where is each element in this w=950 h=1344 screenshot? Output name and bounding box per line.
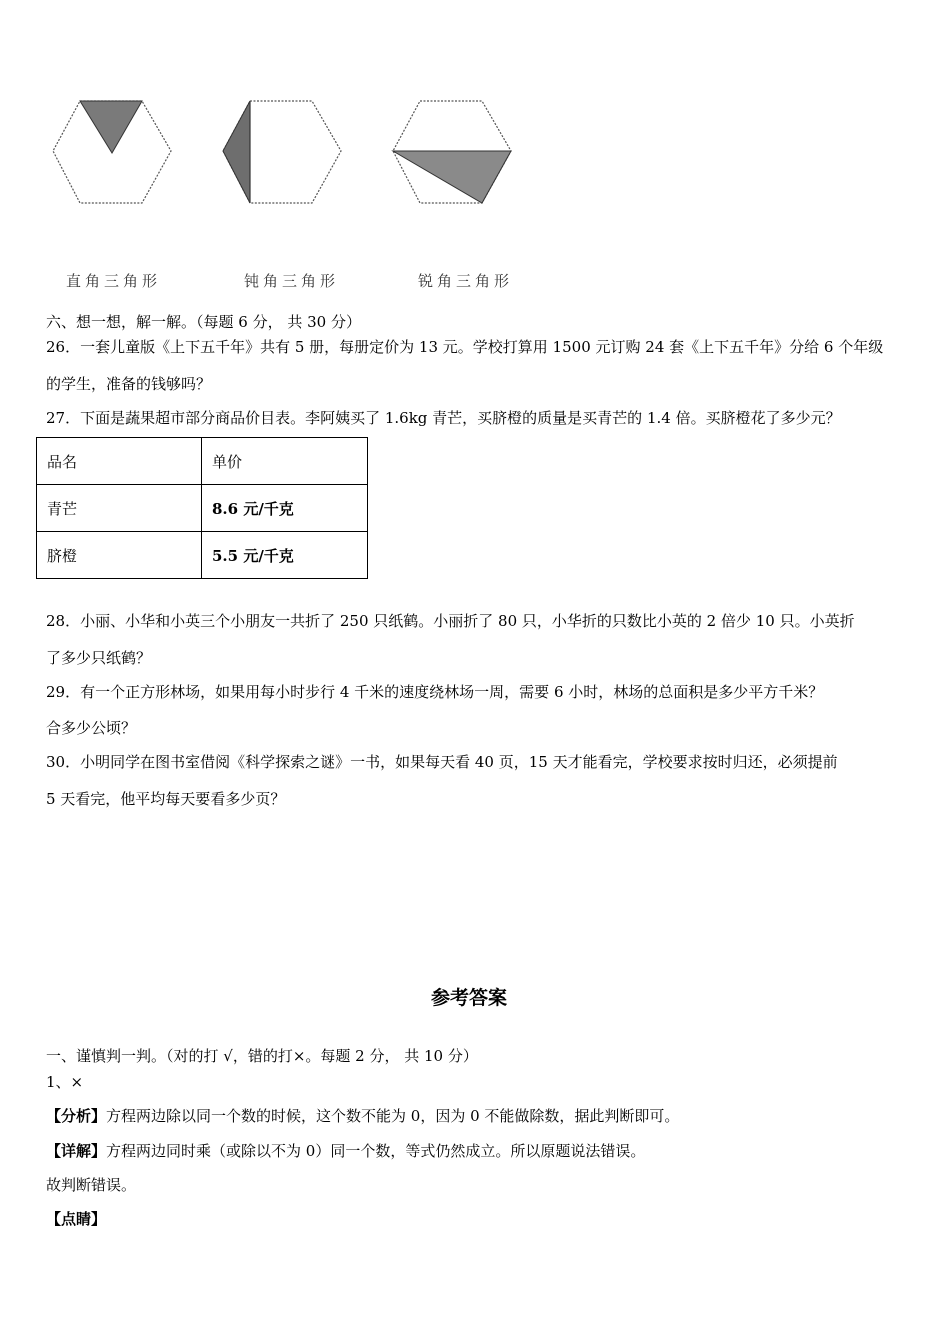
detail-line <box>46 1140 645 1161</box>
caption-right-triangle: 直角三角形 <box>66 272 162 290</box>
question-26-line2: 的学生，准备的钱够吗？ <box>46 375 212 393</box>
question-27: 27．下面是蔬果超市部分商品价目表。李阿姨买了 1.6kg 青芒，买脐橙的质量是买青芒的 1.4 倍。买脐橙花了多少元？ <box>46 409 841 427</box>
question-26-line1: 26．一套儿童版《上下五千年》共有 5 册，每册定价为 13 元。学校打算用 1500 元订购 24 套《上下五千年》分给 6 个年级 <box>46 338 884 356</box>
question-29-line1: 29．有一个正方形林场，如果用每小时步行 4 千米的速度绕林场一周，需要 6 小时，林场的总面积是多少平方千米？ <box>46 683 824 701</box>
table-cell-price: 8.6 元/千克 <box>202 485 368 532</box>
comment-label: 【点睛】 <box>46 1210 107 1228</box>
caption-obtuse-triangle: 钝角三角形 <box>244 272 340 290</box>
shaded-right-triangle <box>80 101 142 153</box>
question-30-line2: 5 天看完，他平均每天要看多少页？ <box>46 790 286 808</box>
price-table <box>36 437 368 579</box>
table-header-price: 单价 <box>202 438 368 485</box>
question-29-line2: 合多少公顷？ <box>46 719 137 737</box>
shaded-acute-triangle <box>393 151 511 203</box>
table-cell-name: 脐橙 <box>37 532 202 579</box>
shaded-obtuse-triangle <box>223 101 250 203</box>
detail-text: 方程两边同时乘（或除以不为 0）同一个数，等式仍然成立。所以原题说法错误。 <box>106 1142 646 1160</box>
table-header-name: 品名 <box>37 438 202 485</box>
analysis-label: 【分析】 <box>46 1107 107 1125</box>
hexagon-right-triangle-figure <box>50 98 174 208</box>
table-row <box>37 485 368 532</box>
hexagon-acute-triangle-figure <box>390 98 514 208</box>
answers-title: 参考答案 <box>431 987 508 1009</box>
answers-section1-heading: 一、谨慎判一判。（对的打 √，错的打×。每题 2 分， 共 10 分） <box>46 1047 478 1065</box>
table-cell-name: 青芒 <box>37 485 202 532</box>
question-28-line1: 28．小丽、小华和小英三个小朋友一共折了 250 只纸鹤。小丽折了 80 只，小华折的只数比小英的 2 倍少 10 只。小英折 <box>46 612 855 630</box>
question-30-line1: 30．小明同学在图书室借阅《科学探索之谜》一书，如果每天看 40 页，15 天才能看完，学校要求按时归还，必须提前 <box>46 753 838 771</box>
hexagon-obtuse-triangle-figure <box>220 98 344 208</box>
analysis-text: 方程两边除以同一个数的时候，这个数不能为 0，因为 0 不能做除数，据此判断即可。 <box>106 1107 680 1125</box>
caption-acute-triangle: 锐角三角形 <box>418 272 514 290</box>
table-row <box>37 532 368 579</box>
table-cell-price: 5.5 元/千克 <box>202 532 368 579</box>
detail-label: 【详解】 <box>46 1142 107 1160</box>
conclusion: 故判断错误。 <box>46 1176 137 1194</box>
analysis-line <box>46 1105 679 1126</box>
section6-heading: 六、想一想，解一解。（每题 6 分， 共 30 分） <box>46 313 361 331</box>
question-28-line2: 了多少只纸鹤？ <box>46 649 152 667</box>
answer-item-1: 1、× <box>46 1073 84 1091</box>
table-header-row <box>37 438 368 485</box>
